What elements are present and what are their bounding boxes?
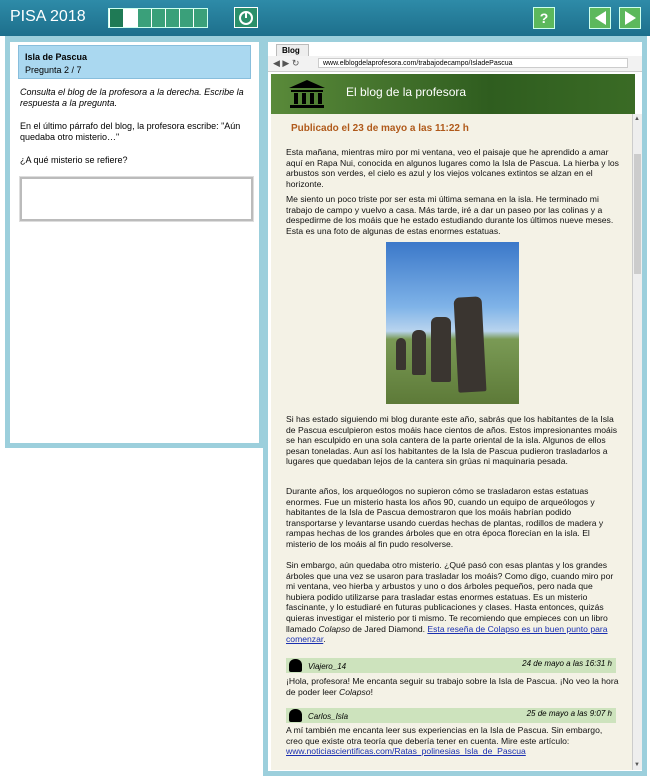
comment-author: Viajero_14 [308, 662, 347, 671]
comment-date: 24 de mayo a las 16:31 h [522, 659, 612, 668]
progress-step [151, 9, 165, 27]
progress-step [137, 9, 151, 27]
progress-step [193, 9, 207, 27]
review-link[interactable]: Esta reseña de Colapso es un buen punto para comenzar [286, 623, 608, 645]
moai-photo [386, 242, 519, 404]
user-icon [289, 659, 302, 672]
paragraph: Si has estado siguiendo mi blog durante este año, sabrás que los habitantes de la Isla de Pascua esculpieron estos moáis hace cientos de años. Estos impresionantes moáis se han esculpido en una sola cantera de la parte oriental de la isla. Algunos de ellos pesan toneladas. Aun así los habitantes de la Isla de Pascua pudieron trasladarlos a lugares que quedaban lejos de la cantera sin grúas ni maquinaria pesada. [286, 414, 618, 467]
question-panel [5, 36, 264, 448]
blog-title: El blog de la profesora [346, 85, 467, 99]
unit-title: Isla de Pascua [25, 52, 88, 62]
next-button[interactable] [619, 7, 641, 29]
progress-step-current [123, 9, 137, 27]
comment-author: Carlos_Isla [308, 712, 349, 721]
user-icon [289, 709, 302, 722]
article-link[interactable]: www.noticiascientificas.com/Ratas_polinesias_Isla_de_Pascua [286, 746, 526, 757]
url-field[interactable]: www.elblogdelaprofesora.com/trabajodecampo/IsladePascua [318, 58, 628, 68]
arrow-left-icon [595, 11, 606, 25]
paragraph: Me siento un poco triste por ser esta mi última semana en la isla. He terminado mi trabajo de campo y vuelvo a casa. Más tarde, iré a dar un paseo por las colinas y a despedirme de los moáis que he estado estudiando durante los últimos nueve meses. Esta es una foto de algunas de estas enormes estatuas. [286, 194, 614, 236]
app-title: PISA 2018 [10, 8, 86, 25]
top-bar [0, 0, 650, 36]
question-header [18, 45, 251, 79]
progress-indicator [108, 8, 208, 28]
progress-step [165, 9, 179, 27]
navigation-icons[interactable]: ◀ ▶ ↻ [273, 58, 300, 68]
scroll-down-icon[interactable]: ▼ [634, 762, 640, 768]
help-button[interactable]: ? [533, 7, 555, 29]
progress-step [109, 9, 123, 27]
address-bar [268, 56, 642, 72]
post-date: Publicado el 23 de mayo a las 11:22 h [291, 123, 469, 134]
comment-header [286, 708, 616, 723]
scrollbar[interactable] [632, 114, 642, 770]
scroll-up-icon[interactable]: ▲ [634, 116, 640, 122]
question-number: Pregunta 2 / 7 [25, 65, 82, 75]
arrow-right-icon [625, 11, 636, 25]
context-text: En el último párrafo del blog, la profesora escribe: "Aún quedaba otro misterio…" [20, 121, 241, 142]
comment-text: ¡Hola, profesora! Me encanta seguir su trabajo sobre la Isla de Pascua. ¡No veo la hora de poder leer Colapso! [286, 676, 619, 697]
comment-text: A mí también me encanta leer sus experiencias en la Isla de Pascua. Sin embargo, creo que existe otra teoría que debería tener en cuenta. Mire este artículo: www.noticiascientificas.com/Ratas_polinesias_Isla_de_Pascua [286, 725, 603, 757]
browser-tabs [268, 42, 642, 56]
blog-content [271, 114, 632, 770]
question-prompt: ¿A qué misterio se refiere? [20, 155, 128, 165]
previous-button[interactable] [589, 7, 611, 29]
progress-step [179, 9, 193, 27]
answer-field[interactable] [20, 177, 253, 221]
browser-panel [263, 36, 647, 776]
comment-date: 25 de mayo a las 9:07 h [526, 709, 612, 718]
book-title: Colapso [318, 623, 351, 634]
timer-button[interactable] [234, 7, 258, 28]
paragraph: Sin embargo, aún quedaba otro misterio. ¿Qué pasó con esas plantas y los grandes árboles que una vez se usaron para trasladar los moáis? Como digo, cuando miro por mi ventana, veo hierba y arbustos y uno o dos árboles pequeños, pero nada que hubiera podido utilizarse para trasladar estas enormes estatuas. Es un misterio fascinante, y lo estudiaré en futuras publicaciones y clases. Hasta entonces, quizás quieras investigar el misterio por ti mismo. Te recomiendo que empieces con un libro llamado Colapso de Jared Diamond. Esta reseña de Colapso es un buen punto para comenzar. [286, 560, 614, 645]
instruction-text: Consulta el blog de la profesora a la derecha. Escribe la respuesta a la pregunta. [20, 87, 244, 108]
paragraph: Esta mañana, mientras miro por mi ventana, veo el paisaje que he aprendido a amar aquí en Rapa Nui, conocida en algunos lugares como la Isla de Pascua. La hierba y los arbustos son verdes, el cielo es azul y los viejos volcanes extintos se alzan en el horizonte. [286, 147, 619, 189]
tab-blog[interactable]: Blog [276, 44, 309, 56]
building-icon [287, 78, 327, 110]
clock-icon [239, 11, 253, 25]
scroll-thumb[interactable] [634, 154, 641, 274]
comment-header [286, 658, 616, 673]
paragraph: Durante años, los arqueólogos no supieron cómo se trasladaron estas estatuas enormes. Fue un misterio hasta los años 90, cuando un equipo de arqueólogos y habitantes de la Isla de Pascua demostraron que los moáis habrían podido transportarse y levantarse usando cuerdas hechas de plantas, rodillos de madera y rampas hechas de los grandes árboles que en otra época florecían en la isla. El misterio de los moáis al fin pudo resolverse. [286, 486, 604, 549]
blog-banner [271, 74, 635, 114]
